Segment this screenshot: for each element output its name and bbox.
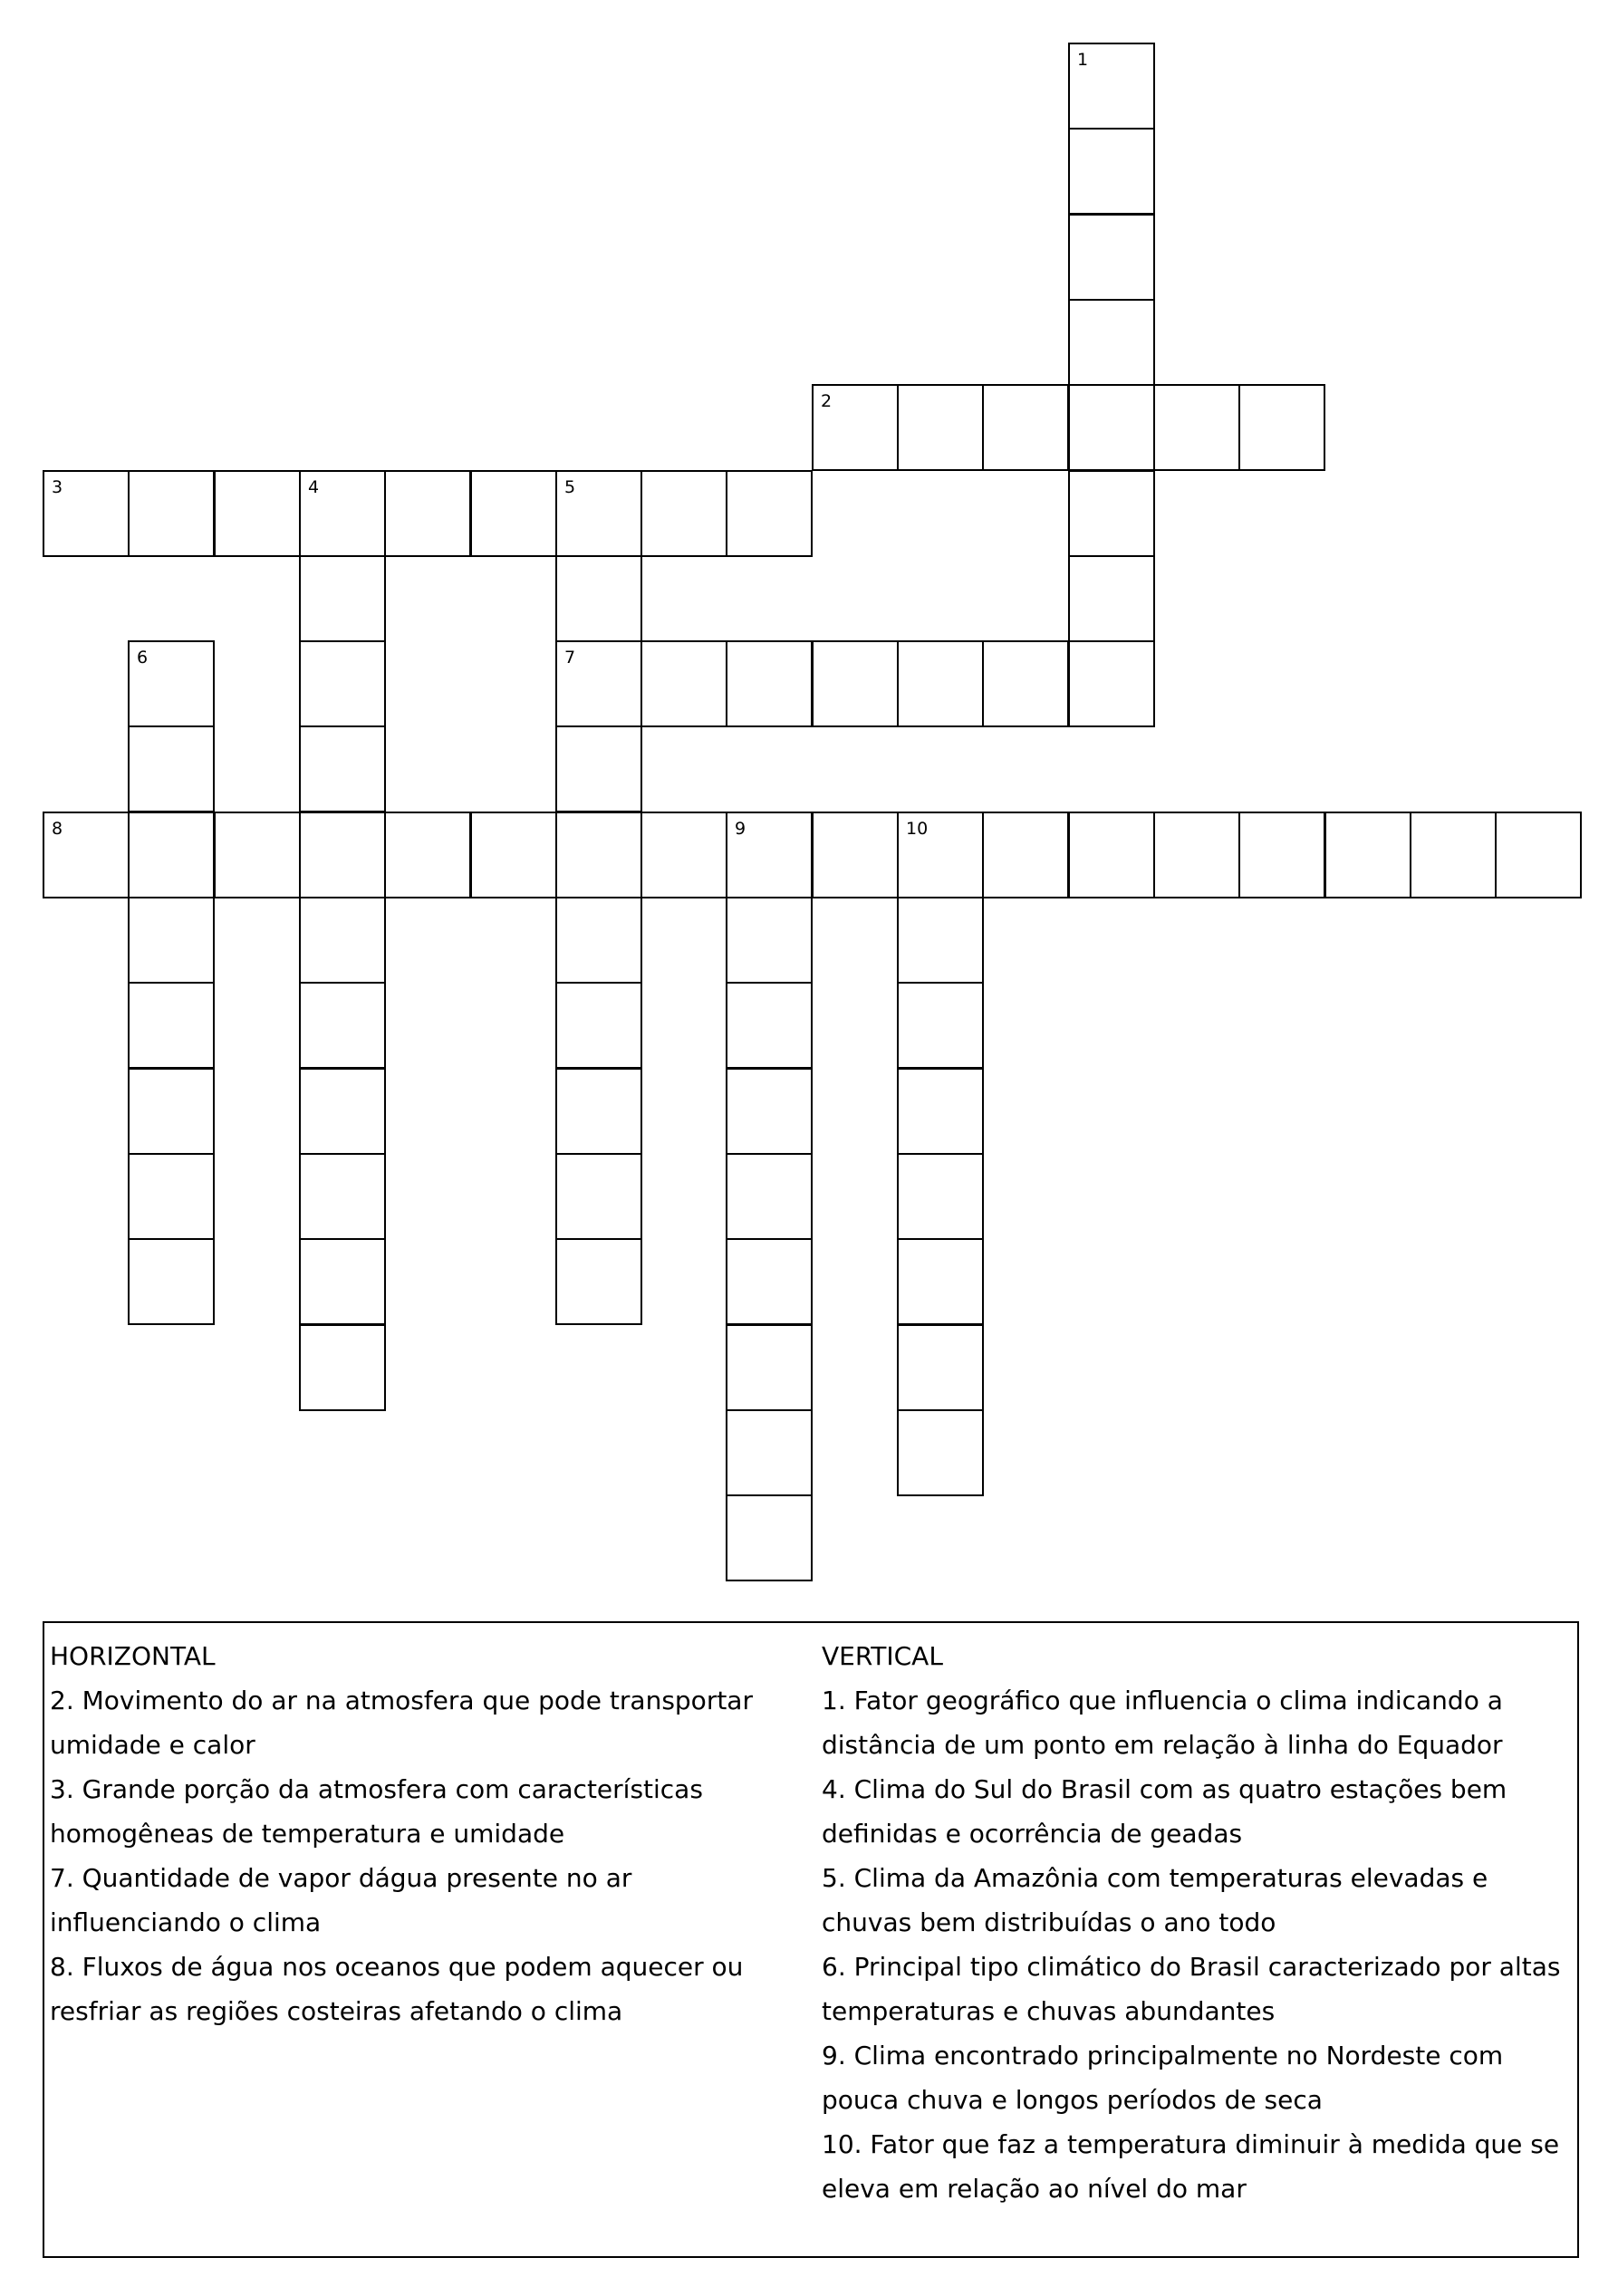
grid-cell[interactable] xyxy=(555,725,642,812)
grid-cell[interactable] xyxy=(43,812,130,898)
grid-cell[interactable] xyxy=(299,1238,386,1325)
grid-cell[interactable] xyxy=(812,640,899,727)
grid-cell[interactable] xyxy=(128,982,215,1069)
clue-down-9: 9. Clima encontrado principalmente no Nordeste com pouca chuva e longos períodos de seca xyxy=(822,2041,1504,2115)
grid-cell[interactable] xyxy=(1410,812,1497,898)
grid-cell[interactable] xyxy=(299,470,386,557)
grid-cell[interactable] xyxy=(1153,384,1240,471)
grid-cell[interactable] xyxy=(299,897,386,984)
grid-cell[interactable] xyxy=(726,1494,813,1581)
grid-cell[interactable] xyxy=(299,555,386,642)
grid-cell[interactable] xyxy=(1324,812,1411,898)
grid-cell[interactable] xyxy=(299,1324,386,1411)
grid-cell[interactable] xyxy=(897,982,984,1069)
clue-number: 5 xyxy=(564,477,576,497)
grid-cell[interactable] xyxy=(128,640,215,727)
clues-vertical xyxy=(822,1634,1574,2211)
grid-cell[interactable] xyxy=(812,812,899,898)
grid-cell[interactable] xyxy=(299,725,386,812)
grid-cell[interactable] xyxy=(726,812,813,898)
clues-horizontal xyxy=(50,1634,811,2033)
grid-cell[interactable] xyxy=(128,1238,215,1325)
grid-cell[interactable] xyxy=(726,1409,813,1496)
grid-cell[interactable] xyxy=(1068,43,1155,130)
grid-cell[interactable] xyxy=(726,640,813,727)
clues-horizontal-heading: HORIZONTAL xyxy=(50,1641,216,1671)
grid-cell[interactable] xyxy=(1068,812,1155,898)
grid-cell[interactable] xyxy=(897,897,984,984)
grid-cell[interactable] xyxy=(470,470,557,557)
grid-cell[interactable] xyxy=(726,897,813,984)
grid-cell[interactable] xyxy=(726,982,813,1069)
grid-cell[interactable] xyxy=(555,982,642,1069)
grid-cell[interactable] xyxy=(214,812,301,898)
grid-cell[interactable] xyxy=(1153,812,1240,898)
clue-number: 6 xyxy=(137,648,149,668)
grid-cell[interactable] xyxy=(555,812,642,898)
clue-down-6: 6. Principal tipo climático do Brasil caracterizado por altas temperaturas e chuvas abundantes xyxy=(822,1952,1561,2026)
grid-cell[interactable] xyxy=(1068,470,1155,557)
grid-cell[interactable] xyxy=(640,640,727,727)
grid-cell[interactable] xyxy=(726,1238,813,1325)
clue-number: 9 xyxy=(735,819,746,839)
grid-cell[interactable] xyxy=(897,1409,984,1496)
grid-cell[interactable] xyxy=(897,1324,984,1411)
grid-cell[interactable] xyxy=(1068,128,1155,215)
clue-down-4: 4. Clima do Sul do Brasil com as quatro estações bem definidas e ocorrência de geadas xyxy=(822,1774,1507,1849)
clue-across-3: 3. Grande porção da atmosfera com características homogêneas de temperatura e umidade xyxy=(50,1774,703,1849)
clue-across-2: 2. Movimento do ar na atmosfera que pode transportar umidade e calor xyxy=(50,1686,753,1760)
clue-down-1: 1. Fator geográfico que influencia o clima indicando a distância de um ponto em relação à linha do Equador xyxy=(822,1686,1503,1760)
grid-cell[interactable] xyxy=(897,384,984,471)
grid-cell[interactable] xyxy=(128,470,215,557)
grid-cell[interactable] xyxy=(555,897,642,984)
clue-across-7: 7. Quantidade de vapor dágua presente no ar influenciando o clima xyxy=(50,1863,632,1937)
grid-cell[interactable] xyxy=(299,1068,386,1155)
grid-cell[interactable] xyxy=(214,470,301,557)
clues-box xyxy=(43,1621,1579,2258)
clue-number: 2 xyxy=(821,391,833,411)
grid-cell[interactable] xyxy=(982,384,1069,471)
grid-cell[interactable] xyxy=(1238,384,1325,471)
clue-number: 1 xyxy=(1077,50,1089,70)
grid-cell[interactable] xyxy=(555,1238,642,1325)
grid-cell[interactable] xyxy=(299,1153,386,1240)
grid-cell[interactable] xyxy=(555,1068,642,1155)
grid-cell[interactable] xyxy=(555,470,642,557)
grid-cell[interactable] xyxy=(897,640,984,727)
grid-cell[interactable] xyxy=(1495,812,1582,898)
grid-cell[interactable] xyxy=(982,812,1069,898)
grid-cell[interactable] xyxy=(640,470,727,557)
clue-number: 8 xyxy=(52,819,63,839)
grid-cell[interactable] xyxy=(1068,384,1155,471)
grid-cell[interactable] xyxy=(299,812,386,898)
grid-cell[interactable] xyxy=(555,555,642,642)
grid-cell[interactable] xyxy=(897,1153,984,1240)
clue-number: 4 xyxy=(308,477,320,497)
grid-cell[interactable] xyxy=(43,470,130,557)
grid-cell[interactable] xyxy=(1068,299,1155,386)
grid-cell[interactable] xyxy=(982,640,1069,727)
grid-cell[interactable] xyxy=(128,1153,215,1240)
grid-cell[interactable] xyxy=(384,812,471,898)
grid-cell[interactable] xyxy=(555,1153,642,1240)
grid-cell[interactable] xyxy=(726,1324,813,1411)
grid-cell[interactable] xyxy=(897,1068,984,1155)
grid-cell[interactable] xyxy=(128,812,215,898)
clue-number: 7 xyxy=(564,648,576,668)
grid-cell[interactable] xyxy=(726,1153,813,1240)
grid-cell[interactable] xyxy=(470,812,557,898)
grid-cell[interactable] xyxy=(1068,555,1155,642)
clue-down-5: 5. Clima da Amazônia com temperaturas elevadas e chuvas bem distribuídas o ano todo xyxy=(822,1863,1488,1937)
grid-cell[interactable] xyxy=(1068,640,1155,727)
grid-cell[interactable] xyxy=(726,470,813,557)
grid-cell[interactable] xyxy=(897,1238,984,1325)
grid-cell[interactable] xyxy=(897,812,984,898)
grid-cell[interactable] xyxy=(640,812,727,898)
grid-cell[interactable] xyxy=(1068,214,1155,301)
grid-cell[interactable] xyxy=(299,640,386,727)
grid-cell[interactable] xyxy=(128,897,215,984)
grid-cell[interactable] xyxy=(726,1068,813,1155)
grid-cell[interactable] xyxy=(128,725,215,812)
clues-vertical-heading: VERTICAL xyxy=(822,1641,943,1671)
clue-across-8: 8. Fluxos de água nos oceanos que podem aquecer ou resfriar as regiões costeiras afetando o clima xyxy=(50,1952,744,2026)
grid-cell[interactable] xyxy=(812,384,899,471)
grid-cell[interactable] xyxy=(384,470,471,557)
grid-cell[interactable] xyxy=(128,1068,215,1155)
grid-cell[interactable] xyxy=(1238,812,1325,898)
clue-number: 10 xyxy=(906,819,929,839)
clue-down-10: 10. Fator que faz a temperatura diminuir à medida que se eleva em relação ao nível do mar xyxy=(822,2129,1560,2204)
grid-cell[interactable] xyxy=(299,982,386,1069)
grid-cell[interactable] xyxy=(555,640,642,727)
clue-number: 3 xyxy=(52,477,63,497)
